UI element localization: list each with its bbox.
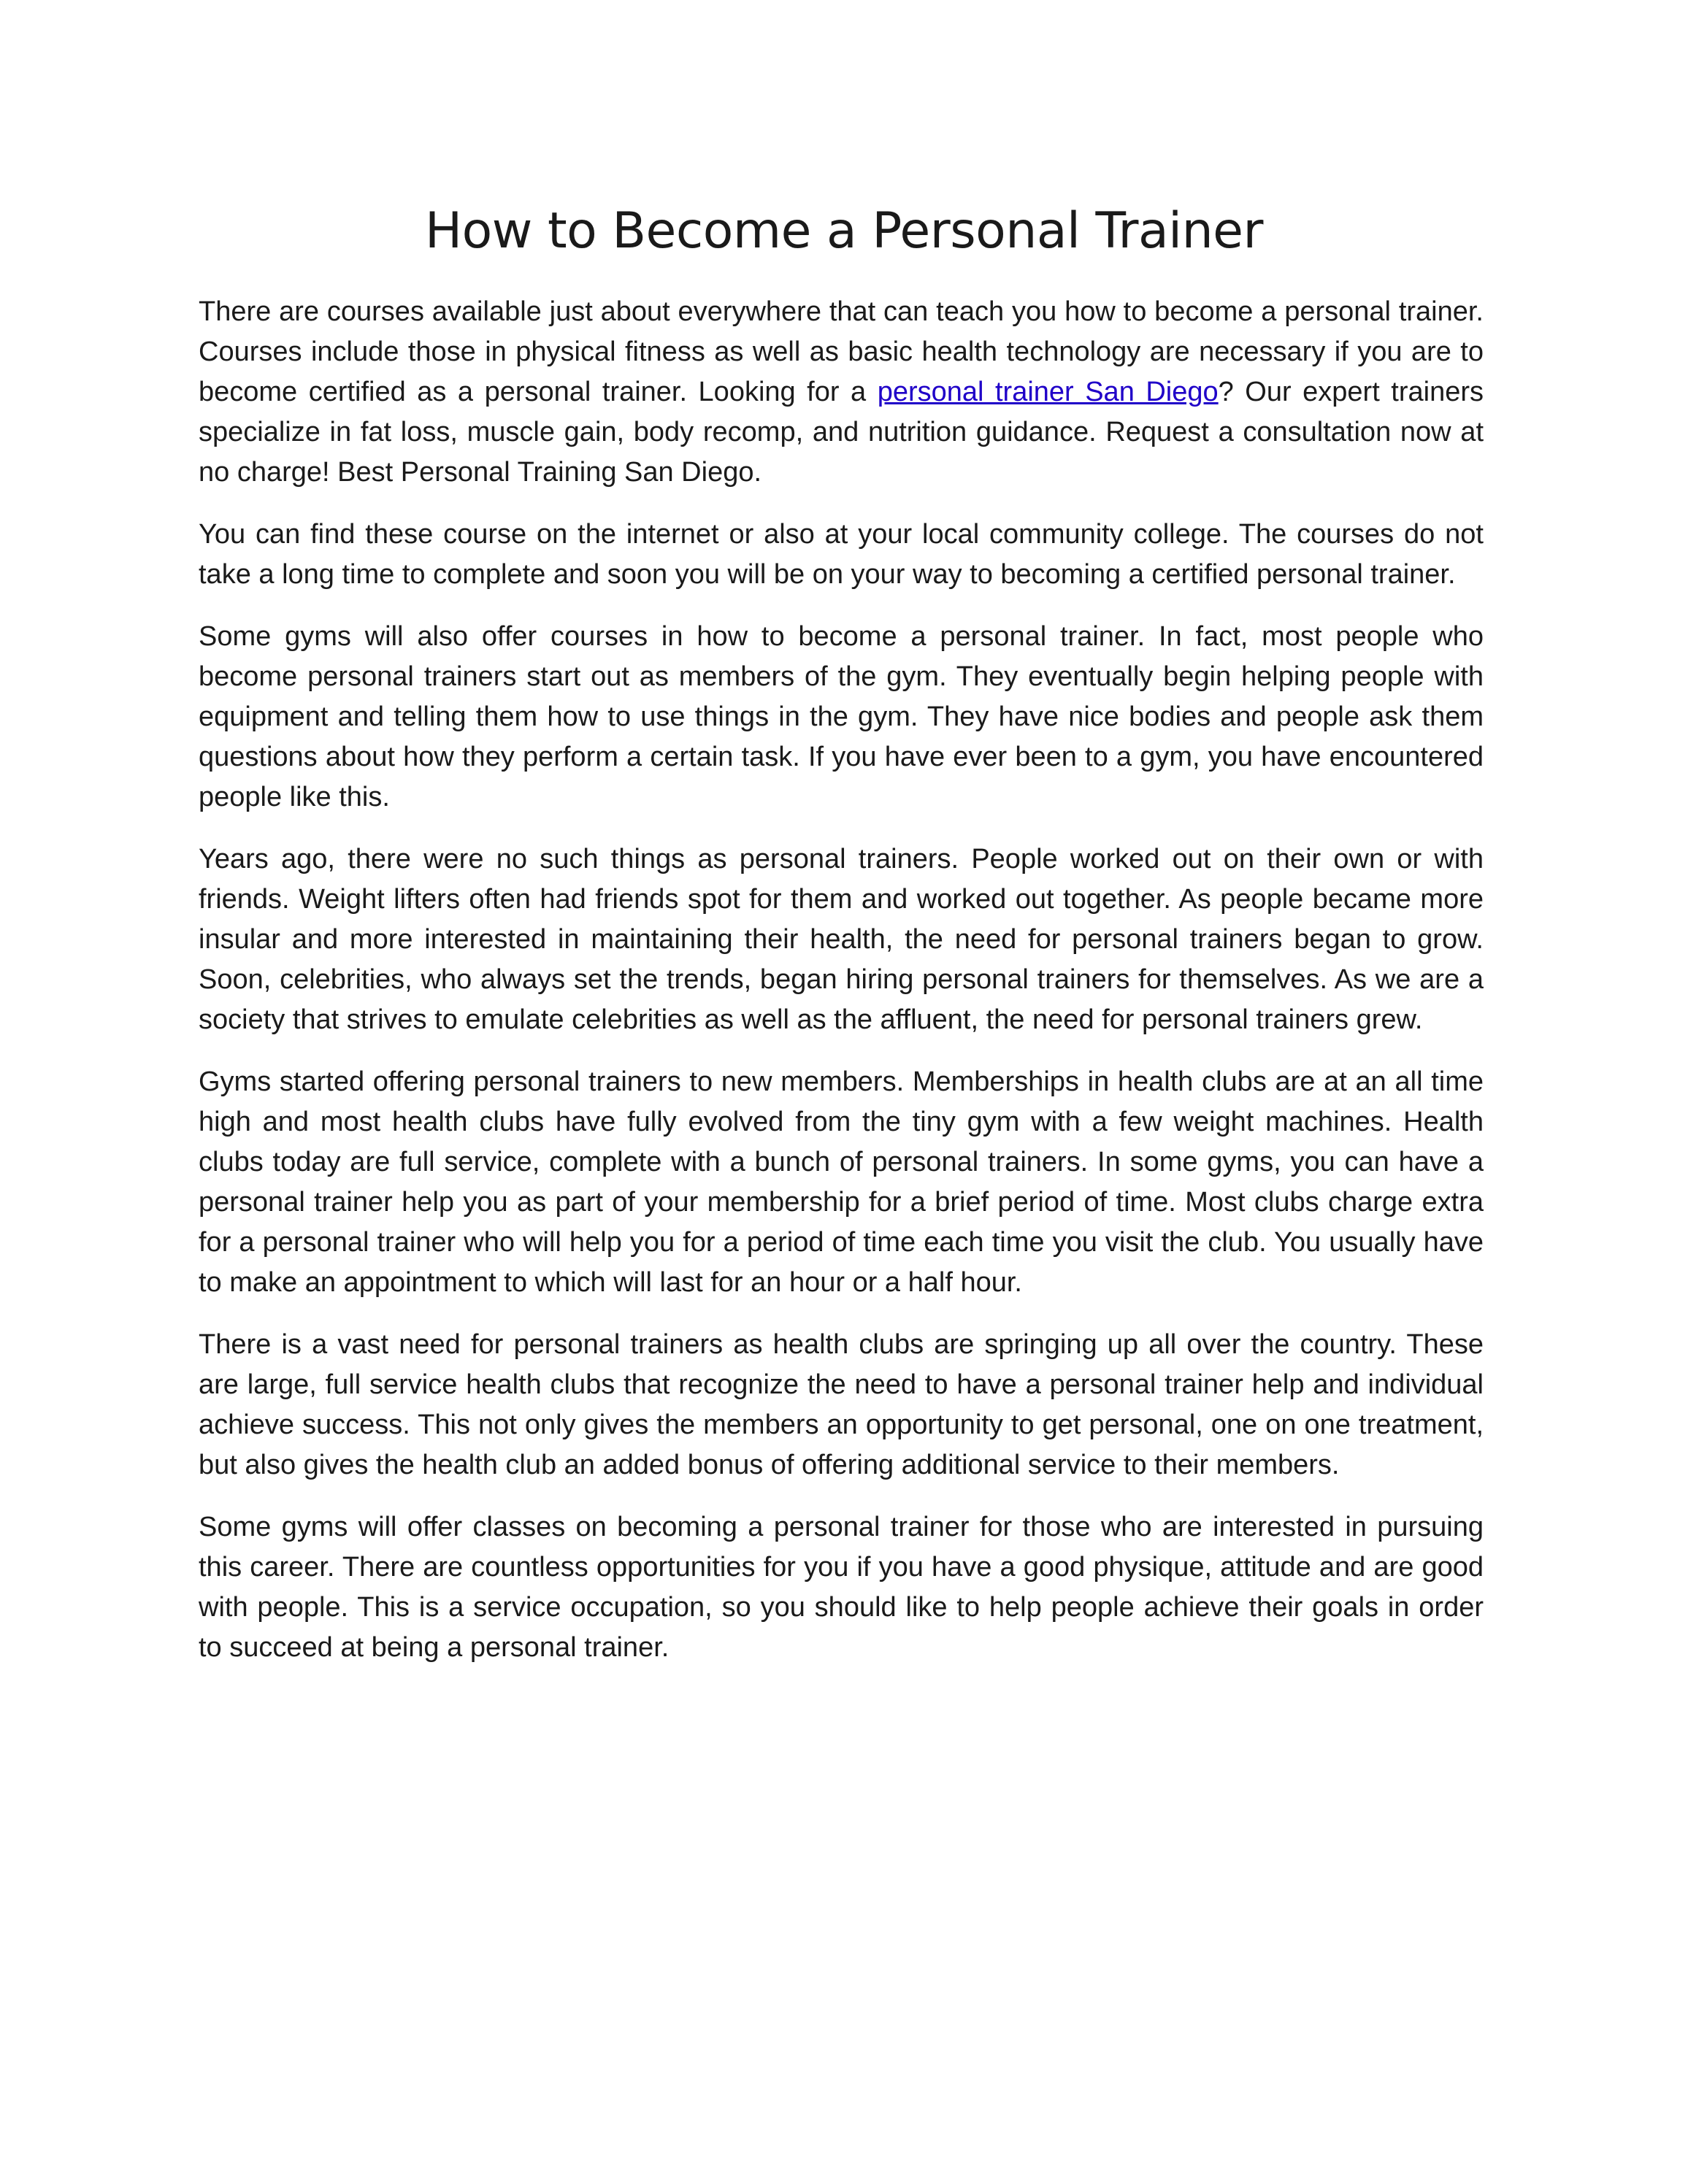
paragraph-1	[199, 292, 1484, 493]
paragraph-5: Gyms started offering personal trainers to new members. Memberships in health clubs are at an all time high and most health clubs have fully evolved from the tiny gym with a few weight machines. Health clubs today are full service, complete with a bunch of personal trainers. In some gyms, you can have a personal trainer help you as part of your membership for a brief period of time. Most clubs charge extra for a personal trainer who will help you for a period of time each time you visit the club. You usually have to make an appointment to which will last for an hour or a half hour.	[199, 1066, 1484, 1298]
personal-trainer-san-diego-link[interactable]: personal trainer San Diego	[877, 377, 1219, 407]
document-body	[199, 292, 1484, 1690]
page-title: How to Become a Personal Trainer	[425, 202, 1263, 260]
paragraph-1-text-before-link: There are courses available just about everywhere that can teach you how to become a personal trainer. Courses include those in physical fitness as well as basic health technology are necessary if you are to become certified as a personal trainer. Looking for a	[199, 296, 1484, 407]
paragraph-6: There is a vast need for personal trainers as health clubs are springing up all over the country. These are large, full service health clubs that recognize the need to have a personal trainer help and individual achieve success. This not only gives the members an opportunity to get personal, one on one treatment, but also gives the health club an added bonus of offering additional service to their members.	[199, 1329, 1484, 1480]
paragraph-4: Years ago, there were no such things as personal trainers. People worked out on their own or with friends. Weight lifters often had friends spot for them and worked out together. As people became more insular and more interested in maintaining their health, the need for personal trainers began to grow. Soon, celebrities, who always set the trends, began hiring personal trainers for themselves. As we are a society that strives to emulate celebrities as well as the affluent, the need for personal trainers grew.	[199, 844, 1484, 1035]
paragraph-2: You can find these course on the internet or also at your local community college. The courses do not take a long time to complete and soon you will be on your way to becoming a certified personal trainer.	[199, 519, 1484, 590]
paragraph-1-text-after-link: ? Our expert trainers specialize in fat loss, muscle gain, body recomp, and nutrition guidance. Request a consultation now at no charge! Best Personal Training San Diego.	[199, 377, 1484, 488]
paragraph-3: Some gyms will also offer courses in how to become a personal trainer. In fact, most people who become personal trainers start out as members of the gym. They eventually begin helping people with equipment and telling them how to use things in the gym. They have nice bodies and people ask them questions about how they perform a certain task. If you have ever been to a gym, you have encountered people like this.	[199, 621, 1484, 812]
paragraph-7: Some gyms will offer classes on becoming a personal trainer for those who are interested in pursuing this career. There are countless opportunities for you if you have a good physique, attitude and are good with people. This is a service occupation, so you should like to help people achieve their goals in order to succeed at being a personal trainer.	[199, 1512, 1484, 1663]
